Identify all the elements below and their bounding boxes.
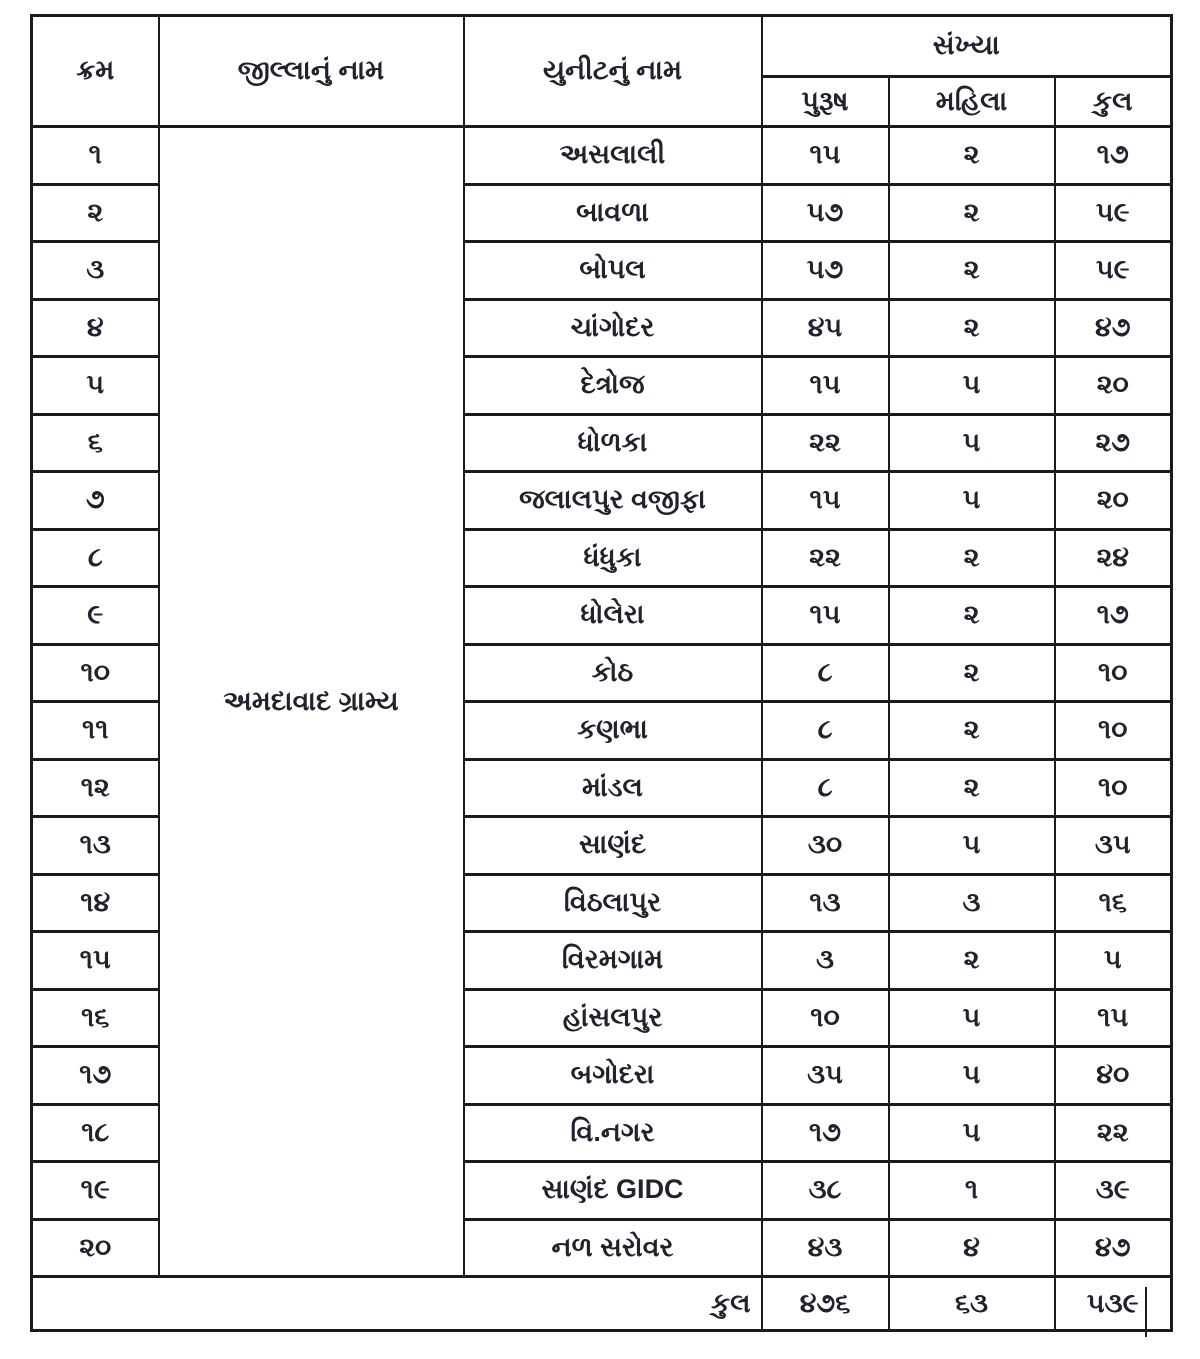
male-count-cell: ૧૫ (762, 127, 889, 185)
serial-cell: ૪ (32, 299, 159, 357)
female-count-cell: ૨ (889, 529, 1055, 587)
female-count-cell: ૧ (889, 1162, 1055, 1220)
male-count-cell: ૩૫ (762, 1047, 889, 1105)
unit-header: યુનીટનું નામ (464, 16, 762, 127)
serial-cell: ૧૯ (32, 1162, 159, 1220)
female-count-cell: ૪ (889, 1219, 1055, 1277)
serial-cell: ૮ (32, 529, 159, 587)
footer-row (32, 1277, 1172, 1331)
unit-cell: માંડલ (464, 759, 762, 817)
district-header: જીલ્લાનું નામ (159, 16, 464, 127)
serial-cell: ૯ (32, 587, 159, 645)
male-count-cell: ૧૫ (762, 472, 889, 530)
table-header (32, 16, 1172, 127)
total-count-cell: ૨૪ (1055, 529, 1172, 587)
unit-cell: બાવળા (464, 184, 762, 242)
male-count-cell: ૨૨ (762, 529, 889, 587)
male-count-cell: ૩૦ (762, 817, 889, 875)
unit-cell: કણભા (464, 702, 762, 760)
serial-cell: ૧૨ (32, 759, 159, 817)
serial-header: ક્રમ (32, 16, 159, 127)
total-count-cell: ૨૦ (1055, 357, 1172, 415)
female-count-cell: ૨ (889, 184, 1055, 242)
male-count-cell: ૮ (762, 759, 889, 817)
unit-cell: જલાલપુર વજીફા (464, 472, 762, 530)
count-group-header: સંખ્યા (762, 16, 1172, 77)
unit-cell: નળ સરોવર (464, 1219, 762, 1277)
total-count-cell: ૧૦ (1055, 759, 1172, 817)
serial-cell: ૧૪ (32, 874, 159, 932)
male-count-cell: ૧૫ (762, 587, 889, 645)
female-count-cell: ૫ (889, 989, 1055, 1047)
unit-cell: દેત્રોજ (464, 357, 762, 415)
male-count-cell: ૧૫ (762, 357, 889, 415)
total-count-cell: ૩૫ (1055, 817, 1172, 875)
serial-cell: ૩ (32, 242, 159, 300)
female-count-cell: ૫ (889, 817, 1055, 875)
total-count-cell: ૧૫ (1055, 989, 1172, 1047)
serial-cell: ૬ (32, 414, 159, 472)
staff-count-table (30, 14, 1173, 1332)
female-count-cell: ૫ (889, 1047, 1055, 1105)
text-caret (1145, 1287, 1147, 1337)
male-count-cell: ૧૩ (762, 874, 889, 932)
serial-cell: ૧૦ (32, 644, 159, 702)
unit-cell: ધંધુકા (464, 529, 762, 587)
total-count-cell: ૪૭ (1055, 1219, 1172, 1277)
total-count-cell: ૩૯ (1055, 1162, 1172, 1220)
male-count-cell: ૧૦ (762, 989, 889, 1047)
female-count-cell: ૨ (889, 127, 1055, 185)
male-count-cell: ૨૨ (762, 414, 889, 472)
unit-cell: હાંસલપુર (464, 989, 762, 1047)
female-count-cell: ૩ (889, 874, 1055, 932)
unit-cell: વિ.નગર (464, 1104, 762, 1162)
total-count-cell: ૧૬ (1055, 874, 1172, 932)
serial-cell: ૧ (32, 127, 159, 185)
female-count-cell: ૫ (889, 414, 1055, 472)
unit-cell: વિરમગામ (464, 932, 762, 990)
serial-cell: ૨ (32, 184, 159, 242)
unit-cell: સાણંદ (464, 817, 762, 875)
unit-cell: અસલાલી (464, 127, 762, 185)
male-count-cell: ૮ (762, 702, 889, 760)
table-footer (32, 1277, 1172, 1331)
total-count-cell: ૨૨ (1055, 1104, 1172, 1162)
female-count-cell: ૫ (889, 357, 1055, 415)
total-header: કુલ (1055, 77, 1172, 127)
serial-cell: ૧૧ (32, 702, 159, 760)
female-count-cell: ૨ (889, 702, 1055, 760)
total-count-cell: ૧૭ (1055, 127, 1172, 185)
serial-cell: ૧૮ (32, 1104, 159, 1162)
serial-cell: ૭ (32, 472, 159, 530)
female-count-cell: ૨ (889, 644, 1055, 702)
total-count-cell: ૧૭ (1055, 587, 1172, 645)
total-count-cell: ૪૦ (1055, 1047, 1172, 1105)
total-count-cell: ૧૦ (1055, 644, 1172, 702)
total-count-cell: ૨૭ (1055, 414, 1172, 472)
serial-cell: ૫ (32, 357, 159, 415)
unit-cell: ધોળકા (464, 414, 762, 472)
total-count-cell: ૪૭ (1055, 299, 1172, 357)
total-count-cell: ૫૯ (1055, 184, 1172, 242)
male-count-cell: ૫૭ (762, 242, 889, 300)
unit-cell: વિઠલાપુર (464, 874, 762, 932)
male-count-cell: ૪૩ (762, 1219, 889, 1277)
serial-cell: ૧૩ (32, 817, 159, 875)
table-row (32, 127, 1172, 185)
male-count-cell: ૧૭ (762, 1104, 889, 1162)
total-count-cell: ૨૦ (1055, 472, 1172, 530)
female-count-cell: ૨ (889, 932, 1055, 990)
total-count-cell: ૫ (1055, 932, 1172, 990)
footer-total-label: કુલ (32, 1277, 762, 1331)
male-count-cell: ૩૮ (762, 1162, 889, 1220)
serial-cell: ૧૬ (32, 989, 159, 1047)
female-count-cell: ૨ (889, 299, 1055, 357)
unit-cell: કોઠ (464, 644, 762, 702)
male-count-cell: ૪૫ (762, 299, 889, 357)
serial-cell: ૧૫ (32, 932, 159, 990)
footer-male-total: ૪૭૬ (762, 1277, 889, 1331)
footer-grand-total: ૫૩૯ (1055, 1277, 1172, 1331)
district-cell: અમદાવાદ ગ્રામ્ય (159, 127, 464, 1277)
female-count-cell: ૫ (889, 1104, 1055, 1162)
male-count-cell: ૮ (762, 644, 889, 702)
female-count-cell: ૨ (889, 759, 1055, 817)
unit-cell: બોપલ (464, 242, 762, 300)
unit-cell: ચાંગોદર (464, 299, 762, 357)
male-count-cell: ૫૭ (762, 184, 889, 242)
female-count-cell: ૨ (889, 587, 1055, 645)
header-row-top (32, 16, 1172, 77)
female-header: મહિલા (889, 77, 1055, 127)
unit-cell: બગોદરા (464, 1047, 762, 1105)
total-count-cell: ૫૯ (1055, 242, 1172, 300)
unit-cell: ધોલેરા (464, 587, 762, 645)
unit-cell: સાણંદ GIDC (464, 1162, 762, 1220)
serial-cell: ૨૦ (32, 1219, 159, 1277)
footer-female-total: ૬૩ (889, 1277, 1055, 1331)
female-count-cell: ૨ (889, 242, 1055, 300)
male-count-cell: ૩ (762, 932, 889, 990)
table-body (32, 127, 1172, 1277)
total-count-cell: ૧૦ (1055, 702, 1172, 760)
female-count-cell: ૫ (889, 472, 1055, 530)
serial-cell: ૧૭ (32, 1047, 159, 1105)
male-header: પુરૂષ (762, 77, 889, 127)
